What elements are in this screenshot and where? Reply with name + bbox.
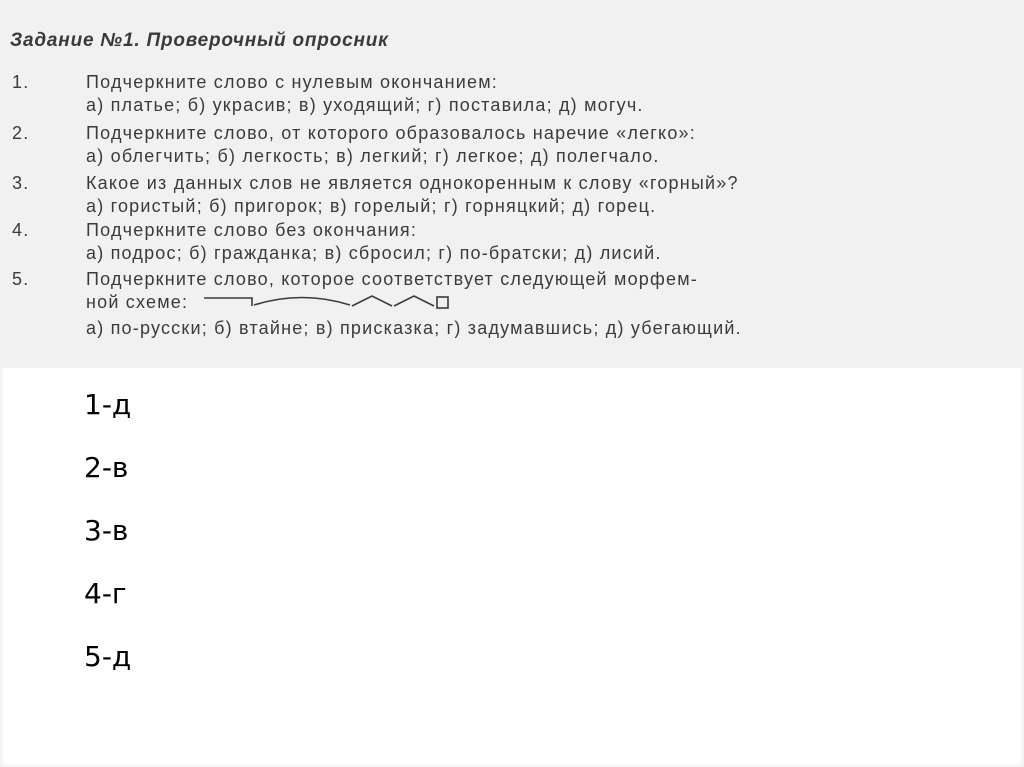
answer-key bbox=[84, 385, 131, 700]
question-options: а) платье; б) украсив; в) уходящий; г) поставила; д) могуч. bbox=[86, 95, 644, 115]
answer-item: 4-г bbox=[84, 577, 127, 610]
question-options: а) гористый; б) пригорок; в) горелый; г) горняцкий; д) горец. bbox=[86, 196, 657, 216]
question-text: Какое из данных слов не является однокоренным к слову «горный»? bbox=[86, 173, 739, 193]
question-number: 5. bbox=[12, 269, 30, 289]
question-text: Подчеркните слово без окончания: bbox=[86, 220, 418, 240]
question-options: а) по-русски; б) втайне; в) присказка; г) задумавшись; д) убегающий. bbox=[86, 318, 742, 338]
answer-item: 3-в bbox=[84, 514, 129, 547]
question-number: 1. bbox=[12, 72, 30, 92]
answer-item: 2-в bbox=[84, 451, 129, 484]
morpheme-scheme-icon bbox=[202, 293, 452, 313]
question-text: Подчеркните слово с нулевым окончанием: bbox=[86, 72, 499, 92]
question-number: 3. bbox=[12, 173, 30, 193]
scheme-label: ной схеме: bbox=[86, 292, 189, 312]
question-text: Подчеркните слово, которое соответствует следующей морфем- bbox=[86, 269, 698, 289]
question-options: а) подрос; б) гражданка; в) сбросил; г) по-братски; д) лисий. bbox=[86, 243, 662, 263]
task-title: Задание №1. Проверочный опросник bbox=[10, 30, 389, 51]
question-text-continued bbox=[86, 291, 452, 314]
scanned-worksheet bbox=[0, 0, 1024, 368]
question-text: Подчеркните слово, от которого образовалось наречие «легко»: bbox=[86, 123, 696, 143]
answer-item: 1-д bbox=[84, 388, 132, 421]
answer-item: 5-д bbox=[84, 640, 132, 673]
question-options: а) облегчить; б) легкость; в) легкий; г) легкое; д) полегчало. bbox=[86, 146, 660, 166]
question-number: 2. bbox=[12, 123, 30, 143]
question-number: 4. bbox=[12, 220, 30, 240]
